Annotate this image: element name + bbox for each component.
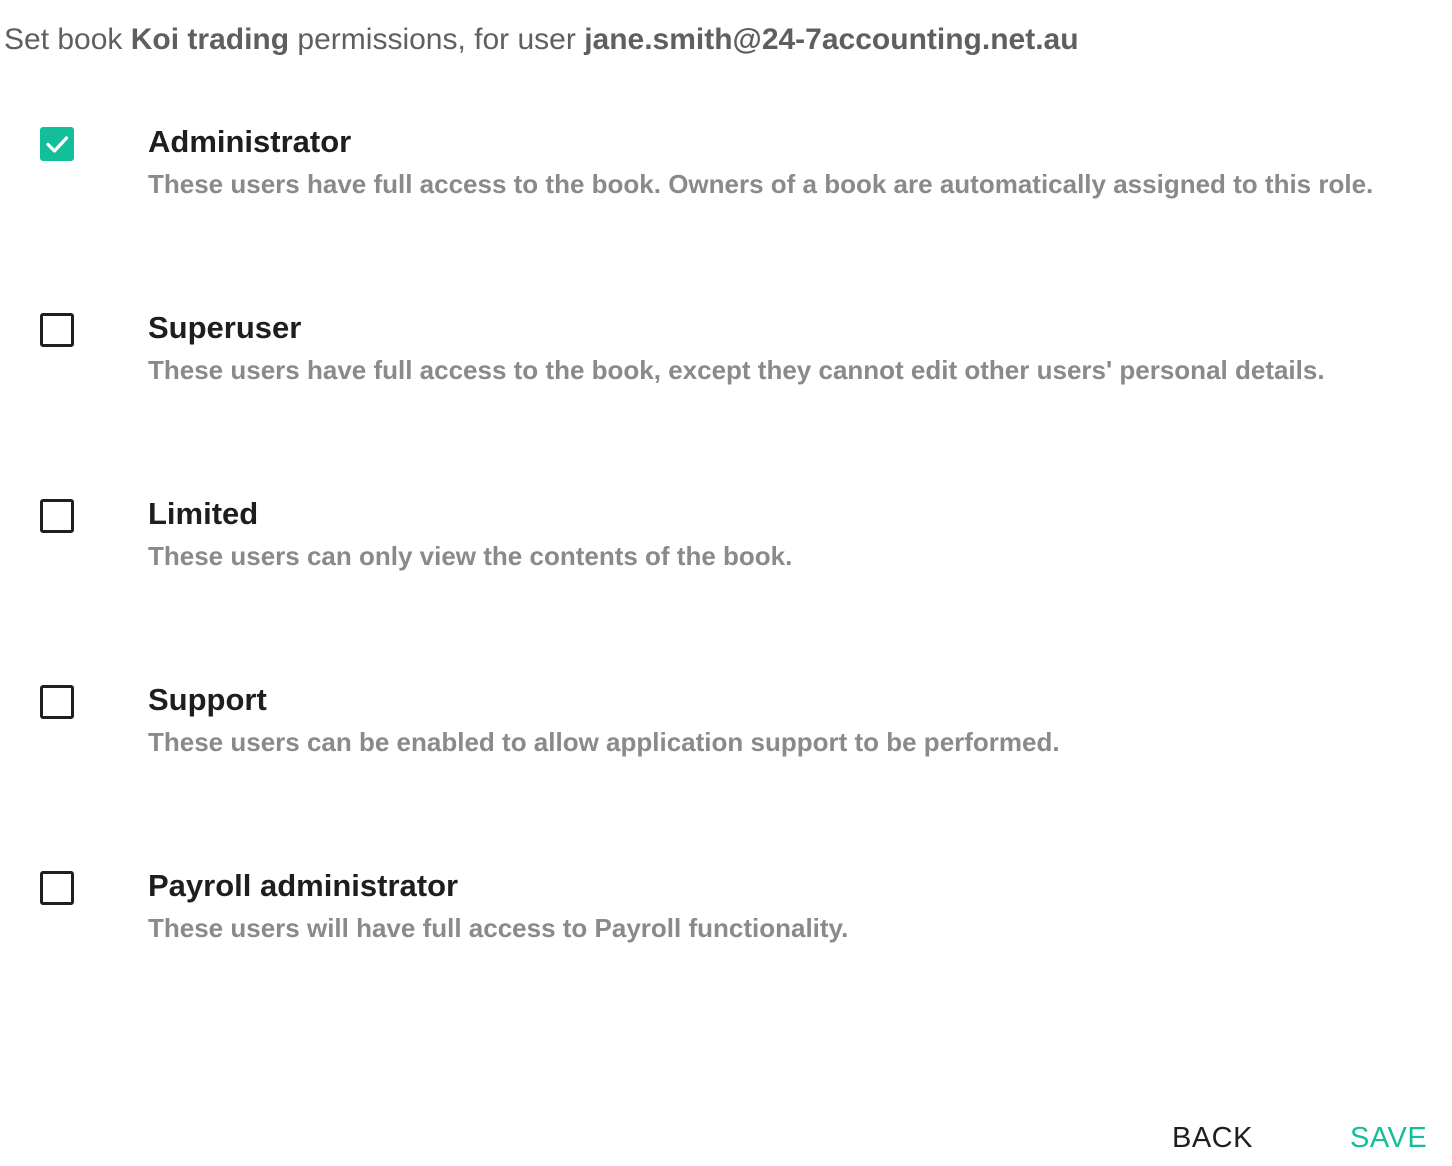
role-description: These users have full access to the book, except they cannot edit other users' personal details. (148, 355, 1325, 385)
page-title (4, 20, 1079, 60)
save-button[interactable]: SAVE (1350, 1122, 1428, 1154)
user-email: jane.smith@24-7accounting.net.au (584, 23, 1079, 56)
back-button[interactable]: BACK (1172, 1122, 1253, 1154)
role-title: Administrator (148, 124, 352, 159)
limited-checkbox[interactable] (40, 499, 74, 533)
role-title: Limited (148, 496, 259, 531)
role-title: Payroll administrator (148, 868, 459, 903)
header-prefix: Set book (4, 23, 131, 56)
role-description: These users can be enabled to allow application support to be performed. (148, 727, 1060, 757)
administrator-checkbox[interactable] (40, 127, 74, 161)
support-checkbox[interactable] (40, 685, 74, 719)
superuser-checkbox[interactable] (40, 313, 74, 347)
header-middle: permissions, for user (289, 23, 585, 56)
role-description: These users can only view the contents of the book. (148, 541, 793, 571)
checkmark-icon (45, 132, 69, 156)
role-title: Support (148, 682, 267, 717)
role-description: These users have full access to the book. Owners of a book are automatically assigned to this role. (148, 169, 1374, 199)
role-title: Superuser (148, 310, 302, 345)
payroll-administrator-checkbox[interactable] (40, 871, 74, 905)
role-description: These users will have full access to Payroll functionality. (148, 913, 849, 943)
book-name: Koi trading (130, 23, 290, 56)
